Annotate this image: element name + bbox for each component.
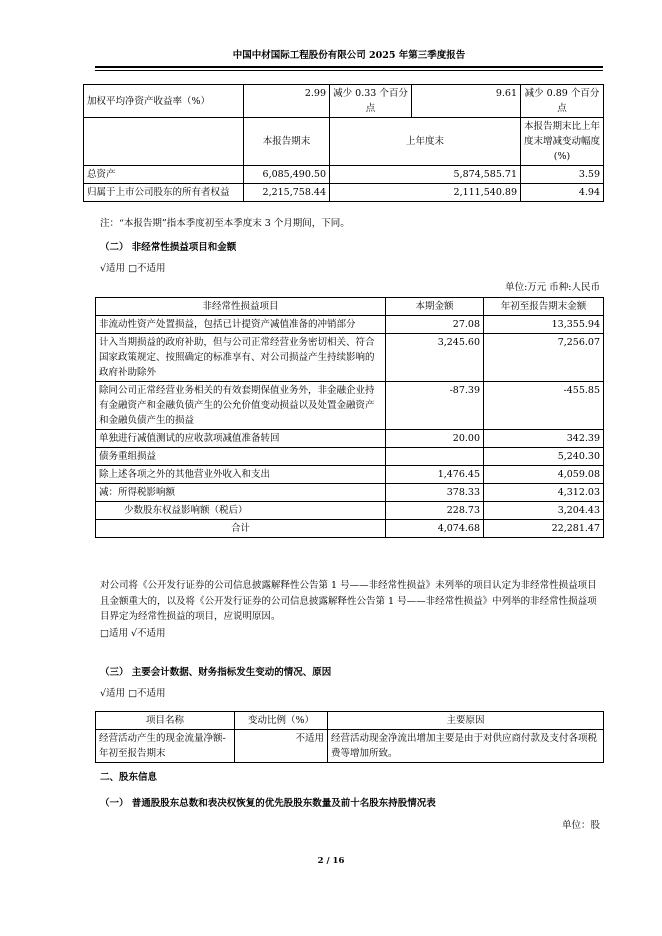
table-row [84, 184, 604, 202]
table-row [96, 502, 604, 520]
header-current: 本期金额 [386, 298, 484, 316]
row-label: 加权平均净资产收益率（%） [84, 85, 244, 118]
section2-unit: 单位:万元 币种:人民币 [505, 282, 600, 293]
empty-cell [84, 118, 244, 166]
item-cell: 减：所得税影响额 [96, 484, 386, 502]
header-ytd: 年初至报告期末金额 [484, 298, 604, 316]
change-reasons-table [95, 711, 604, 763]
period-end-value: 6,085,490.50 [244, 166, 330, 184]
item-name-cell: 经营活动产生的现金流量净额-年初至报告期末 [96, 730, 235, 763]
item-cell: 除上述各项之外的其他营业外收入和支出 [96, 466, 386, 484]
roe-current-value: 2.99 [244, 85, 330, 118]
change-value: 3.59 [521, 166, 604, 184]
row-label: 归属于上市公司股东的所有者权益 [84, 184, 244, 202]
header-change: 本报告期末比上年度末增减变动幅度(%) [521, 118, 604, 166]
item-cell: 非流动性资产处置损益，包括已计提资产减值准备的冲销部分 [96, 316, 386, 334]
ytd-cell: 5,240.30 [484, 448, 604, 466]
item-cell: 单独进行减值测试的应收款项减值准备转回 [96, 430, 386, 448]
table-row [96, 430, 604, 448]
current-cell: 378.33 [386, 484, 484, 502]
table-row [96, 484, 604, 502]
header-period-end: 本报告期末 [244, 118, 330, 166]
table-row [96, 382, 604, 430]
total-ytd: 22,281.47 [484, 520, 604, 538]
table-row [96, 334, 604, 382]
item-cell: 计入当期损益的政府补助，但与公司正常经营业务密切相关、符合国家政策规定、按照确定的标准享有、对公司损益产生持续影响的政府补助除外 [96, 334, 386, 382]
explanation-text: 对公司将《公开发行证券的公司信息披露解释性公告第 1 号——非经常性损益》未列举的项目认定为非经常性损益项目且金额重大的，以及将《公开发行证券的公司信息披露解释性公告第 1 号——非经常性损益》中列举的非经常性损益项目界定为经常性损益的项目，应说明原因。 [100, 580, 597, 622]
ytd-cell: 4,059.08 [484, 466, 604, 484]
part2-unit: 单位：股 [561, 820, 600, 831]
roe-current-change: 减少 0.33 个百分点 [330, 85, 412, 118]
current-cell: 3,245.60 [386, 334, 484, 382]
item-cell: 除同公司正常经营业务相关的有效套期保值业务外，非金融企业持有金融资产和金融负债产生的公允价值变动损益以及处置金融资产和金融负债产生的损益 [96, 382, 386, 430]
table-row [84, 166, 604, 184]
current-cell: 20.00 [386, 430, 484, 448]
table-header-row [96, 298, 604, 316]
current-cell: 27.08 [386, 316, 484, 334]
section3-applicable: √适用 □不适用 [100, 688, 166, 699]
period-end-value: 2,215,758.44 [244, 184, 330, 202]
roe-ytd-value: 9.61 [412, 85, 521, 118]
ytd-cell: 13,355.94 [484, 316, 604, 334]
table-header-row [96, 712, 604, 730]
header-prior-year-end: 上年度末 [330, 118, 521, 166]
header-item-name: 项目名称 [96, 712, 235, 730]
ytd-cell: 3,204.43 [484, 502, 604, 520]
table-total-row [96, 520, 604, 538]
ratio-cell: 不适用 [235, 730, 328, 763]
header-reason: 主要原因 [328, 712, 604, 730]
table-row [96, 730, 604, 763]
roe-ytd-change: 减少 0.89 个百分点 [521, 85, 604, 118]
header-ratio: 变动比例（%） [235, 712, 328, 730]
explanation-applicable: □适用 √不适用 [100, 628, 166, 639]
page-number: 2 / 16 [317, 856, 345, 866]
current-cell: -87.39 [386, 382, 484, 430]
section2-title: （二） 非经常性损益项目和金额 [100, 242, 237, 253]
table-header-row [84, 118, 604, 166]
ytd-cell: 7,256.07 [484, 334, 604, 382]
item-cell: 债务重组损益 [96, 448, 386, 466]
current-cell [386, 448, 484, 466]
header-item: 非经常性损益项目 [96, 298, 386, 316]
prior-year-end-value: 5,874,585.71 [330, 166, 521, 184]
table-row [96, 466, 604, 484]
non-recurring-table [95, 297, 604, 538]
ytd-cell: 342.39 [484, 430, 604, 448]
current-cell: 228.73 [386, 502, 484, 520]
change-value: 4.94 [521, 184, 604, 202]
ytd-cell: 4,312.03 [484, 484, 604, 502]
table-row [96, 448, 604, 466]
prior-year-end-value: 2,111,540.89 [330, 184, 521, 202]
item-cell: 少数股东权益影响额（税后） [96, 502, 386, 520]
row-label: 总资产 [84, 166, 244, 184]
reason-cell: 经营活动现金净流出增加主要是由于对供应商付款及支付各项税费等增加所致。 [328, 730, 604, 763]
table-row [84, 85, 604, 118]
total-label: 合计 [96, 520, 386, 538]
table-row [96, 316, 604, 334]
part2-subtitle: （一） 普通股股东总数和表决权恢复的优先股股东数量及前十名股东持股情况表 [100, 798, 436, 809]
key-indicators-table [83, 84, 604, 202]
ytd-cell: -455.85 [484, 382, 604, 430]
section2-applicable: √适用 □不适用 [100, 263, 166, 274]
current-cell: 1,476.45 [386, 466, 484, 484]
total-current: 4,074.68 [386, 520, 484, 538]
section3-title: （三） 主要会计数据、财务指标发生变动的情况、原因 [100, 667, 332, 678]
note-text: 注：“本报告期”指本季度初至本季度末 3 个月期间，下同。 [100, 218, 350, 229]
part2-title: 二、股东信息 [100, 772, 158, 783]
page-header: 中国中材国际工程股份有限公司 2025 年第三季度报告 [95, 47, 603, 68]
